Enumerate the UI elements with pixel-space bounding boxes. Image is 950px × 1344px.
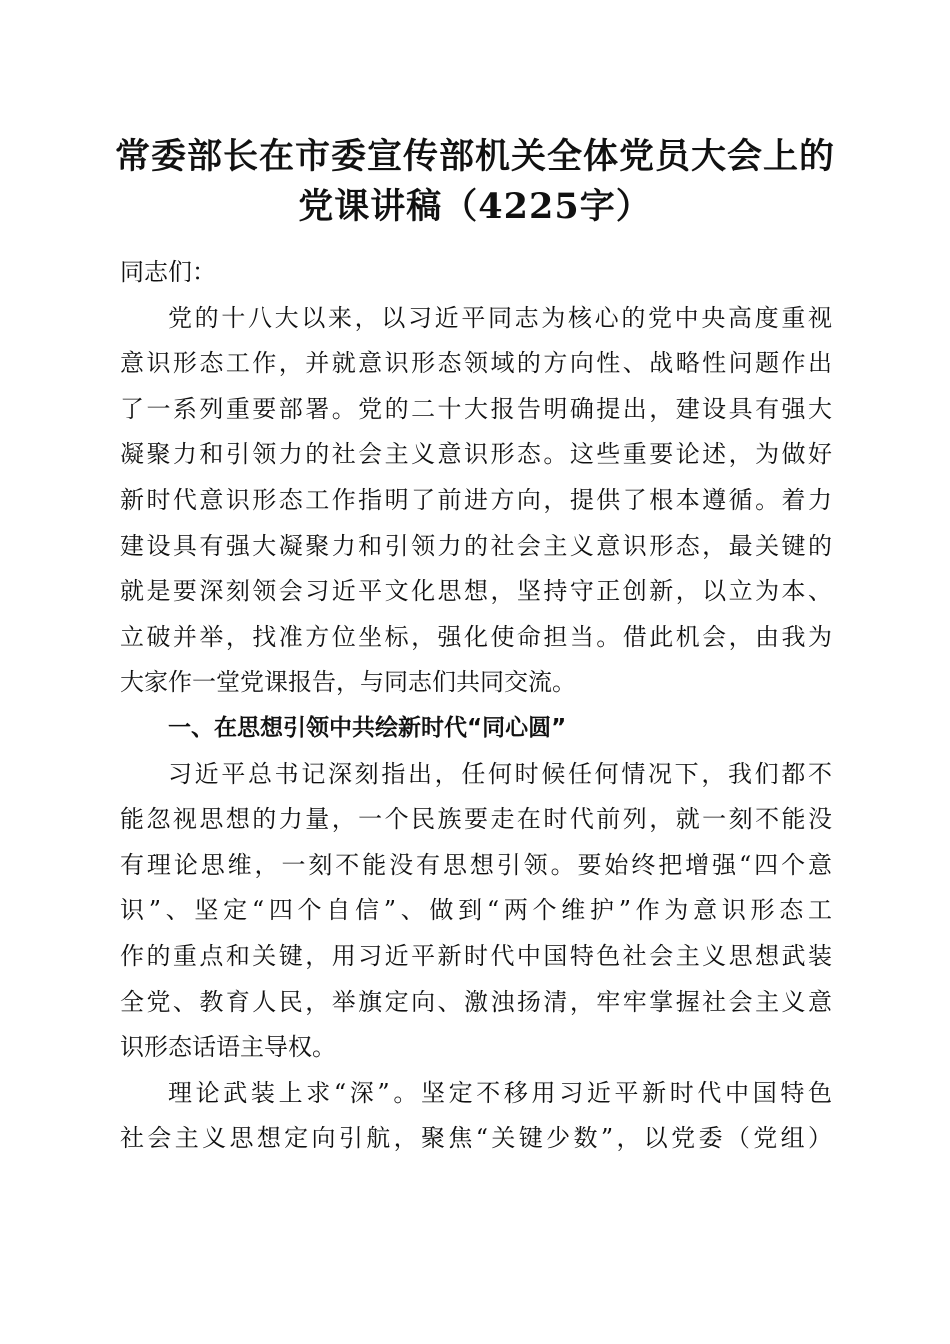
salutation: 同志们： (120, 258, 216, 286)
paragraph-section-1 (120, 752, 832, 1071)
paragraph-line: 习近平总书记深刻指出，任何时候任何情况下，我们都不 (168, 759, 832, 788)
paragraph-line: 意识形态工作，并就意识形态领域的方向性、战略性问题作出 (120, 349, 832, 378)
paragraph-line: 了一系列重要部署。党的二十大报告明确提出，建设具有强大 (120, 394, 832, 423)
paragraph-line: 识”、坚定“四个自信”、做到“两个维护”作为意识形态工 (120, 896, 832, 925)
title-line-2: 党课讲稿（4225字） (298, 186, 652, 227)
section-heading-1: 一、在思想引领中共绘新时代“同心圆” (168, 714, 567, 741)
paragraph-line: 识形态话语主导权。 (120, 1033, 336, 1062)
paragraph-line: 有理论思维，一刻不能没有思想引领。要始终把增强“四个意 (120, 850, 832, 879)
document-body (120, 250, 832, 1162)
paragraph-line: 大家作一堂党课报告，与同志们共同交流。 (120, 668, 576, 697)
document-title (60, 132, 890, 232)
paragraph-intro (120, 296, 832, 706)
paragraph-line: 全党、教育人民，举旗定向、激浊扬清，牢牢掌握社会主义意 (120, 987, 832, 1016)
paragraph-line: 理论武装上求“深”。坚定不移用习近平新时代中国特色 (168, 1078, 832, 1107)
paragraph-line: 凝聚力和引领力的社会主义意识形态。这些重要论述，为做好 (120, 440, 832, 469)
paragraph-line: 新时代意识形态工作指明了前进方向，提供了根本遵循。着力 (120, 485, 832, 514)
paragraph-line: 就是要深刻领会习近平文化思想，坚持守正创新，以立为本、 (120, 577, 832, 606)
paragraph-line: 作的重点和关键，用习近平新时代中国特色社会主义思想武装 (120, 941, 832, 970)
title-line-1: 常委部长在市委宣传部机关全体党员大会上的 (114, 136, 835, 177)
paragraph-line: 社会主义思想定向引航，聚焦“关键少数”，以党委（党组） (120, 1124, 832, 1153)
paragraph-line: 立破并举，找准方位坐标，强化使命担当。借此机会，由我为 (120, 622, 832, 651)
paragraph-line: 能忽视思想的力量，一个民族要走在时代前列，就一刻不能没 (120, 805, 832, 834)
paragraph-line: 建设具有强大凝聚力和引领力的社会主义意识形态，最关键的 (120, 531, 832, 560)
paragraph-line: 党的十八大以来，以习近平同志为核心的党中央高度重视 (168, 303, 832, 332)
paragraph-theory (120, 1071, 832, 1162)
